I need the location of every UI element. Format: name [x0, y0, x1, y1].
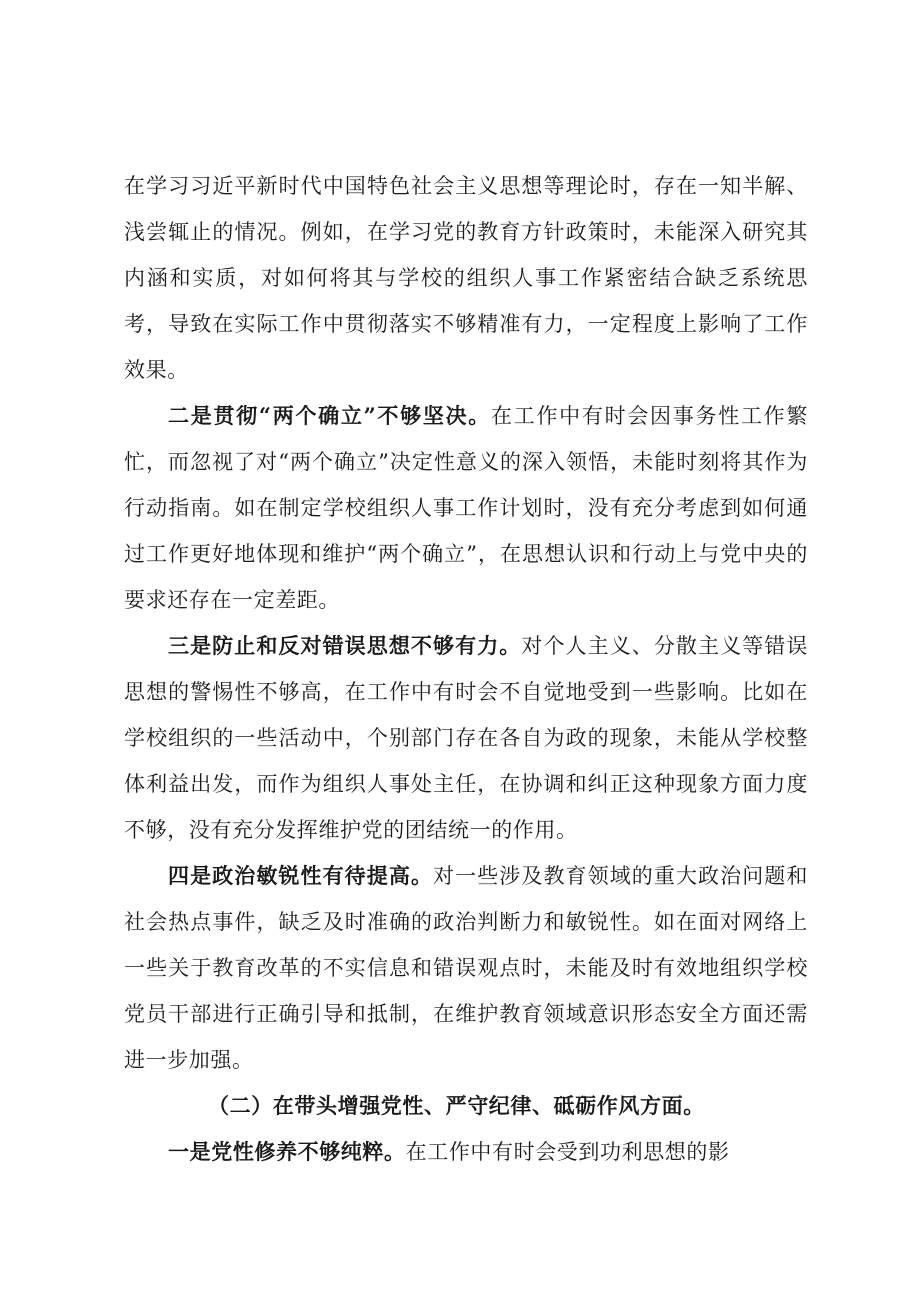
paragraph-text: 在学习习近平新时代中国特色社会主义思想等理论时，存在一知半解、浅尝辄止的情况。例如，在学习党的教育方针政策时，未能深入研究其内涵和实质，对如何将其与学校的组织人事工作紧密结合缺乏系统思考，导致在实际工作中贯彻落实不够精准有力，一定程度上影响了工作效果。	[124, 174, 808, 382]
paragraph-lead: 一是党性修养不够纯粹。	[168, 1139, 406, 1164]
paragraph-text: 在工作中有时会受到功利思想的影	[405, 1140, 730, 1164]
paragraph-text: 在工作中有时会因事务性工作繁忙，而忽视了对“两个确立”决定性意义的深入领悟，未能时刻将其作为行动指南。如在制定学校组织人事工作计划时，没有充分考虑到如何通过工作更好地体现和维护“两个确立”，在思想认识和行动上与党中央的要求还存在一定差距。	[124, 404, 808, 612]
paragraph-study-continuation	[124, 163, 808, 393]
paragraph-two-establishments	[124, 393, 808, 623]
document-body	[124, 163, 808, 1175]
paragraph-lead: 二是贯彻“两个确立”不够坚决。	[168, 403, 491, 428]
paragraph-wrong-thoughts	[124, 623, 808, 853]
section-heading: （二）在带头增强党性、严守纪律、砥砺作风方面。	[208, 1093, 705, 1118]
paragraph-text: 对一些涉及教育领域的重大政治问题和社会热点事件，缺乏及时准确的政治判断力和敏锐性。如在面对网络上一些关于教育改革的不实信息和错误观点时，未能及时有效地组织学校党员干部进行正确引导和抵制，在维护教育领域意识形态安全方面还需进一步加强。	[124, 864, 808, 1072]
paragraph-lead: 三是防止和反对错误思想不够有力。	[168, 633, 522, 658]
paragraph-party-spirit	[124, 1129, 808, 1175]
paragraph-political-sensitivity	[124, 853, 808, 1083]
paragraph-text: 对个人主义、分散主义等错误思想的警惕性不够高，在工作中有时会不自觉地受到一些影响。比如在学校组织的一些活动中，个别部门存在各自为政的现象，未能从学校整体利益出发，而作为组织人事处主任，在协调和纠正这种现象方面力度不够，没有充分发挥维护党的团结统一的作用。	[124, 634, 808, 842]
paragraph-lead: 四是政治敏锐性有待提高。	[168, 863, 434, 888]
